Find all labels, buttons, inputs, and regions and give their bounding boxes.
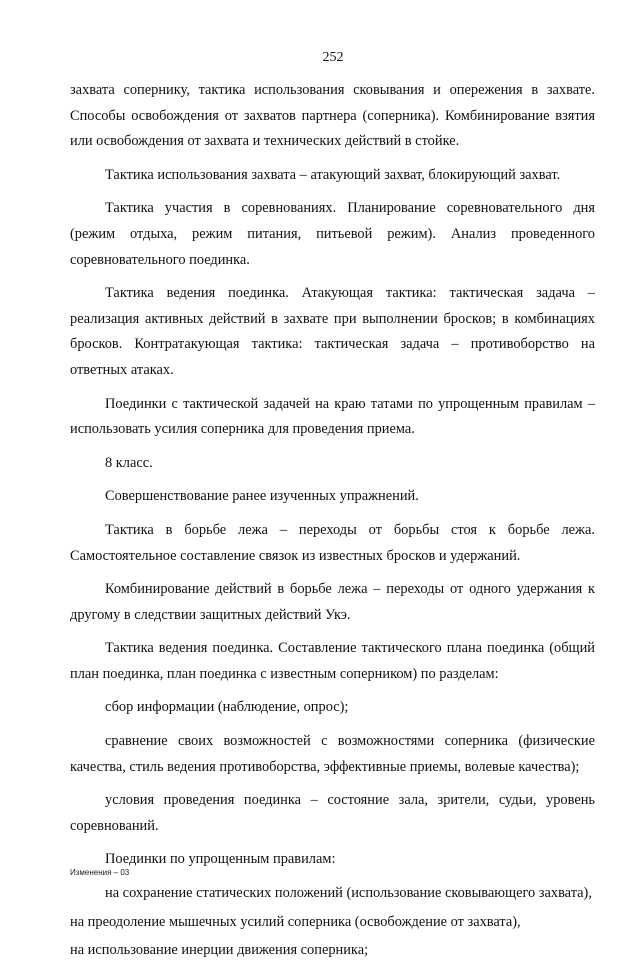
paragraph: Тактика в борьбе лежа – переходы от борьбы стоя к борьбе лежа. Самостоятельное составление связок из известных бросков и удержаний. <box>70 521 595 564</box>
paragraph: Комбинирование действий в борьбе лежа – переходы от одного удержания к другому в следствии защитных действий Укэ. <box>70 581 595 623</box>
list-item: на преодоление мышечных усилий соперника (освобождение от захвата), <box>70 913 521 930</box>
page-body <box>70 78 595 972</box>
paragraph: Поединки с тактической задачей на краю татами по упрощенным правилам – использовать усилия соперника для проведения приема. <box>70 395 595 438</box>
list-item: на использование инерции движения соперника; <box>70 942 369 959</box>
paragraph: Тактика ведения поединка. Атакующая тактика: тактическая задача – реализация активных действий в захвате при выполнении бросков; в комбинациях бросков. Контратакующая тактика: тактическая задача – противоборство на ответных атаках. <box>70 285 595 378</box>
paragraph: Тактика ведения поединка. Составление тактического плана поединка (общий план поединка, план поединка с известным соперником) по разделам: <box>70 640 595 682</box>
paragraph: Тактика использования захвата – атакующий захват, блокирующий захват. <box>105 166 561 183</box>
paragraph: захвата сопернику, тактика использования сковывания и опережения в захвате. Способы освобождения от захватов партнера (соперника). Комбинирование взятия или освобождения от захвата и технических действий в стойке. <box>70 82 595 150</box>
footer-revision: Изменения – 03 <box>70 868 130 877</box>
list-item: условия проведения поединка – состояние зала, зрители, судьи, уровень соревнований. <box>70 792 595 834</box>
paragraph: Поединки по упрощенным правилам: <box>105 851 336 868</box>
list-item: на сохранение статических положений (использование сковывающего захвата), <box>105 885 592 902</box>
paragraph: Тактика участия в соревнованиях. Планирование соревновательного дня (режим отдыха, режим питания, питьевой режим). Анализ проведенного соревновательного поединка. <box>70 200 595 268</box>
page-number: 252 <box>322 50 344 65</box>
list-item: сравнение своих возможностей с возможностями соперника (физические качества, стиль ведения противоборства, эффективные приемы, волевые качества); <box>70 733 595 775</box>
paragraph: 8 класс. <box>105 454 153 471</box>
list-item: сбор информации (наблюдение, опрос); <box>105 699 349 716</box>
paragraph: Совершенствование ранее изученных упражнений. <box>105 488 419 505</box>
